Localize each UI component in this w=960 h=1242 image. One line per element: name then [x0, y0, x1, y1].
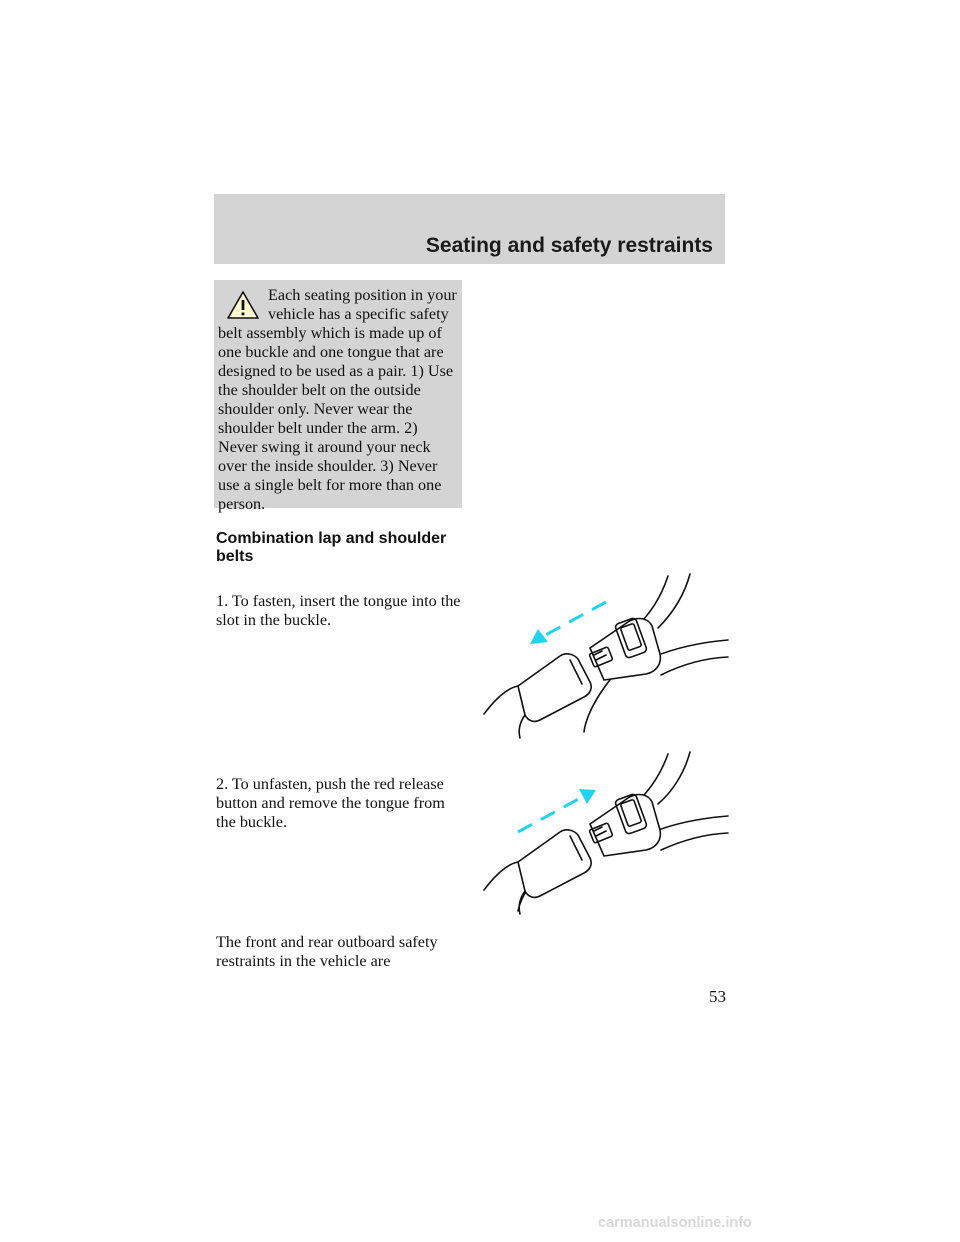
subheading-combination-belts: Combination lap and shoulder belts	[216, 530, 447, 565]
warning-text-block	[218, 286, 458, 514]
seat-back-line-right	[658, 574, 690, 628]
belt-webbing-lower	[661, 657, 728, 675]
fasten-illustration	[478, 562, 740, 740]
section-header-band	[214, 194, 725, 264]
hand-line-lower	[519, 715, 525, 738]
step-unfasten-text: 2. To unfasten, push the red release button and remove the tongue from the buckle.	[216, 775, 445, 831]
hand-line-upper	[484, 686, 518, 714]
insert-direction-arrowhead	[530, 629, 548, 644]
belt-webbing-lower	[661, 833, 728, 850]
hand-line-upper	[484, 862, 518, 890]
seat-back-line-right	[658, 752, 690, 804]
warning-text: Each seating position in your vehicle has a specific safety belt assembly which is made up of one buckle and one tongue that are designed to be used as a pair. 1) Use the shoulder belt on the outside shoulder only. Never wear the shoulder belt under the arm. 2) Never swing it around your neck over the inside shoulder. 3) Never use a single belt for more than one person.	[218, 286, 457, 513]
tongue-plate	[518, 654, 591, 722]
section-title: Seating and safety restraints	[425, 234, 713, 257]
warning-box	[214, 280, 462, 513]
insert-direction-arrow-shaft	[540, 602, 606, 638]
watermark: carmanualsonline.info	[598, 1215, 752, 1231]
belt-webbing-upper	[653, 640, 728, 657]
step-fasten-text: 1. To fasten, insert the tongue into the slot in the buckle.	[216, 592, 461, 629]
body-text-outboard-restraints: The front and rear outboard safety restraints in the vehicle are	[216, 933, 438, 970]
tongue-plate	[518, 830, 591, 898]
unfasten-illustration	[478, 746, 740, 918]
page-number: 53	[709, 987, 726, 1006]
belt-webbing-upper	[653, 816, 728, 832]
release-direction-arrow-shaft	[518, 796, 584, 832]
release-direction-arrowhead	[579, 789, 596, 804]
